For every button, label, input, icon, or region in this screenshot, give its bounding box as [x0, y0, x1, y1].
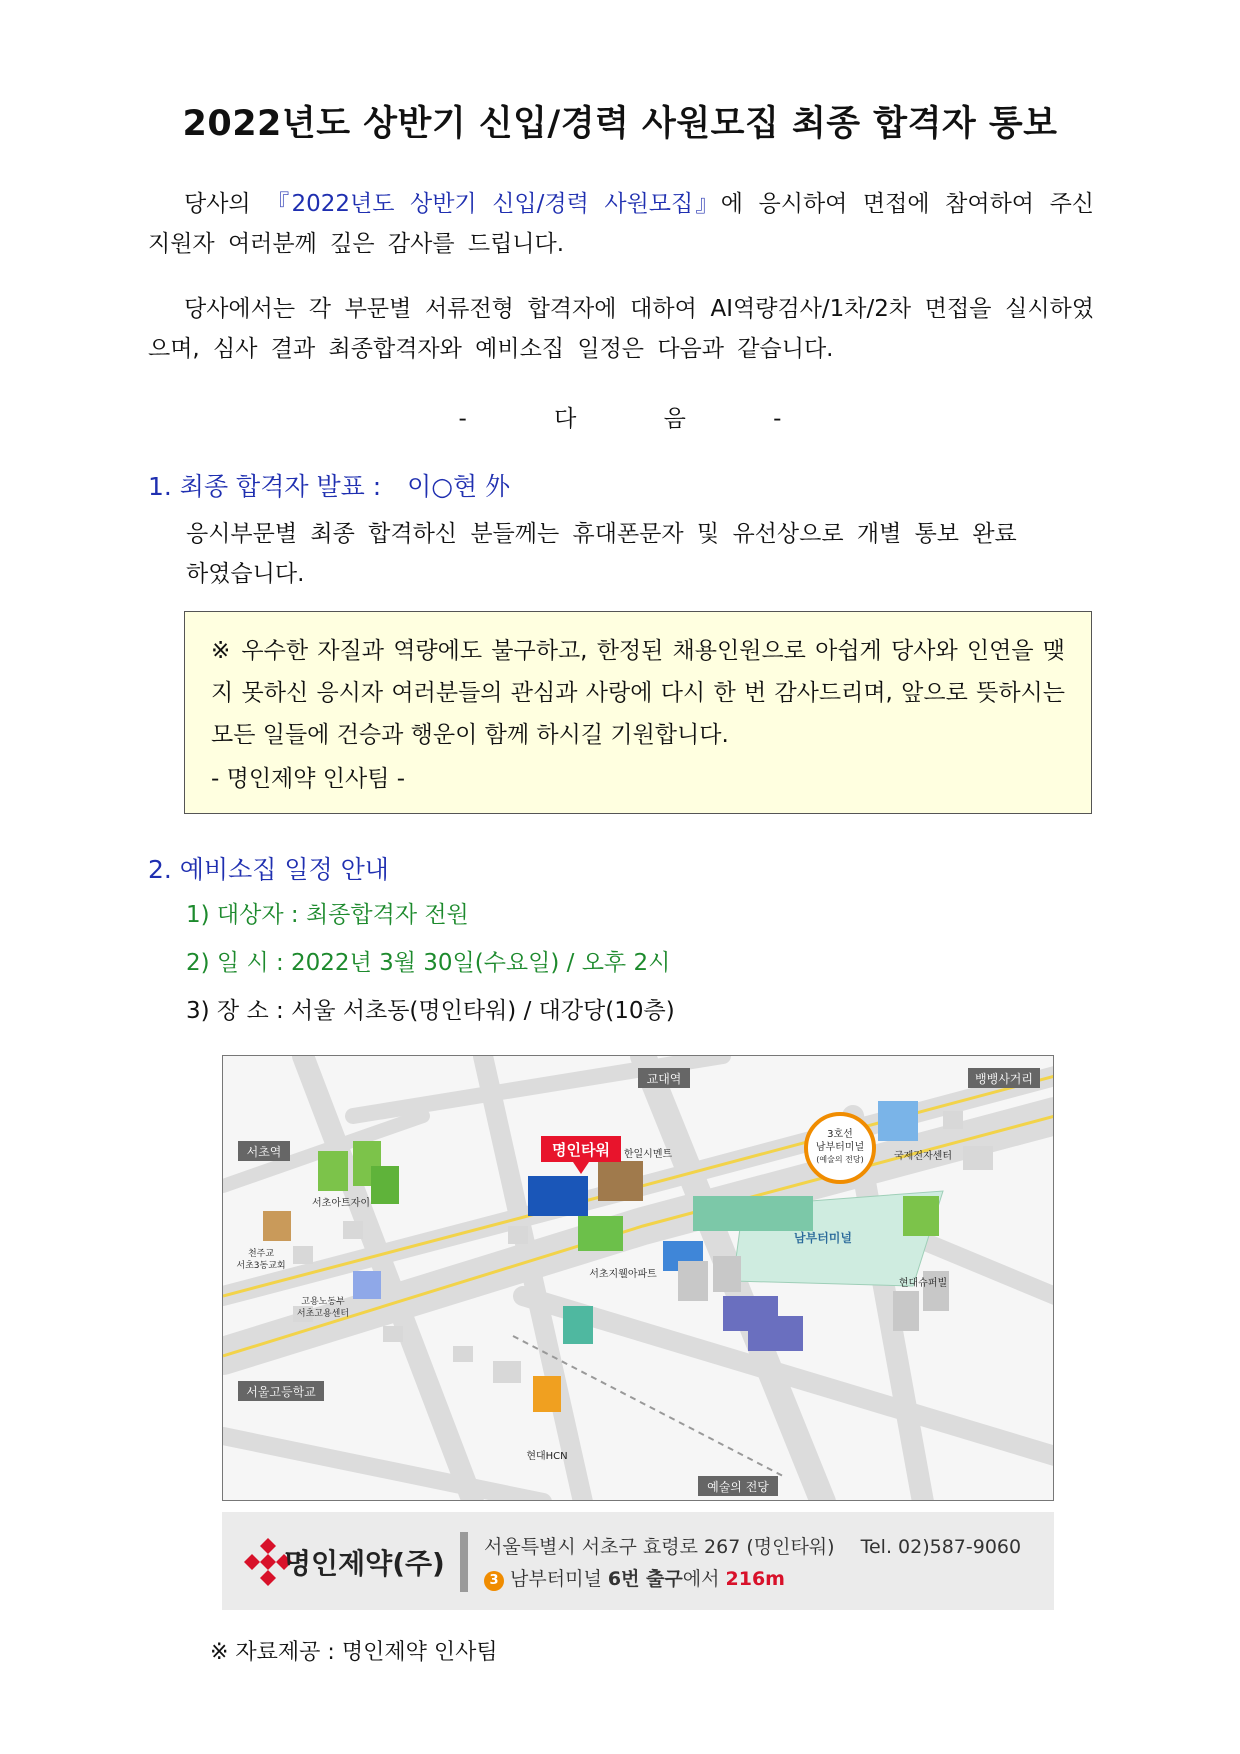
- section1-name: 이○현 外: [407, 472, 511, 501]
- map-tag-arts-center: [698, 1476, 778, 1496]
- map-label-tower: 명인타워: [552, 1141, 610, 1159]
- footer-dir-prefix: 남부터미널: [510, 1568, 608, 1590]
- map-tag-gyodae: [638, 1068, 690, 1088]
- section1-heading-text: 1. 최종 합격자 발표 :: [148, 472, 382, 501]
- map-drawing: [223, 1056, 1054, 1501]
- map-label-seoul-high: 서울고등학교: [246, 1385, 316, 1399]
- intro-highlight: 『2022년도 상반기 신입/경력 사원모집』: [266, 191, 721, 217]
- footer-dir-mid: 에서: [682, 1568, 726, 1590]
- location-map: [222, 1055, 1054, 1501]
- source-note: ※ 자료제공 : 명인제약 인사팀: [210, 1640, 498, 1665]
- footer-address: 서울특별시 서초구 효령로 267 (명인타워): [484, 1536, 835, 1558]
- section1-heading: [148, 467, 510, 503]
- line3-badge-icon: 3: [484, 1571, 504, 1591]
- map-label-hanil: 한일시멘트: [623, 1149, 673, 1160]
- footer-divider: [460, 1532, 468, 1592]
- notice-text: ※ 우수한 자질과 역량에도 불구하고, 한정된 채용인원으로 아쉽게 당사와 인연을 맺지 못하신 응시자 여러분들의 관심과 사랑에 다시 한 번 감사드리며, 앞으로 뜻하시는 모든 일들에 건승과 행운이 함께 하시길 기원합니다.: [211, 638, 1065, 748]
- intro-suffix: 에 응시하여 면접에 참여하여 주신 지원자 여러분께 깊은 감사를 드립니다.: [148, 191, 1095, 257]
- map-label-intl-elec: 국제전자센터: [894, 1151, 952, 1162]
- notice-box: [184, 611, 1092, 814]
- map-label-church2: 서초3동교회: [236, 1261, 286, 1271]
- intro-paragraph-2: 당사에서는 각 부문별 서류전형 합격자에 대하여 AI역량검사/1차/2차 면접을 실시하였으며, 심사 결과 최종합격자와 예비소집 일정은 다음과 같습니다.: [148, 296, 1094, 362]
- section1-body: 응시부문별 최종 합격하신 분들께는 휴대폰문자 및 유선상으로 개별 통보 완료 하였습니다.: [186, 521, 1017, 587]
- da-eum-heading: - 다 음 -: [458, 406, 782, 432]
- company-footer: [222, 1512, 1054, 1610]
- map-label-seocho-zealot: 서초지웰아파트: [589, 1269, 657, 1280]
- map-tag-seoul-high: [238, 1381, 324, 1401]
- notice-sign: - 명인제약 인사팀 -: [211, 766, 406, 792]
- map-label-seocho-stn: 서초역: [246, 1145, 282, 1159]
- map-label-nambu-terminal: 남부터미널: [794, 1231, 852, 1245]
- map-line3-station: [806, 1114, 874, 1182]
- map-label-gyodae: 교대역: [646, 1072, 682, 1086]
- map-label-hyundai-hcn: 현대HCN: [526, 1451, 568, 1462]
- intro-paragraph-1: [148, 184, 1094, 264]
- map-label-hyundai-super: 현대슈퍼빌: [898, 1278, 948, 1289]
- map-tag-bbaengbaeng: [968, 1068, 1040, 1088]
- footer-address-line: [484, 1532, 1021, 1559]
- map-tag-seocho-stn: [238, 1141, 290, 1161]
- map-label-labor1: 고용노동부: [301, 1297, 345, 1307]
- page-title: 2022년도 상반기 신입/경력 사원모집 최종 합격자 통보: [182, 104, 1058, 144]
- intro-prefix: 당사의: [184, 191, 267, 217]
- map-label-line3: 3호선: [827, 1129, 853, 1140]
- map-label-church1: 천주교: [247, 1249, 275, 1259]
- footer-dir-exit: 6번 출구: [607, 1568, 683, 1590]
- map-label-arts-short: (예술의 전당): [816, 1155, 864, 1164]
- schedule-item-place: 3) 장 소 : 서울 서초동(명인타워) / 대강당(10층): [186, 998, 675, 1024]
- map-label-labor2: 서초고용센터: [296, 1309, 350, 1319]
- map-label-arts-center: 예술의 전당: [707, 1480, 769, 1494]
- schedule-item-datetime: 2) 일 시 : 2022년 3월 30일(수요일) / 오후 2시: [186, 950, 671, 976]
- section2-heading: 2. 예비소집 일정 안내: [148, 855, 389, 884]
- map-label-nambu-short: 남부터미널: [815, 1142, 865, 1153]
- company-logo-text: 명인제약(주): [284, 1547, 445, 1580]
- map-label-seocho-art-xi: 서초아트자이: [312, 1198, 370, 1209]
- map-label-bbaengbaeng: 뱅뱅사거리: [975, 1072, 1033, 1086]
- footer-dir-dist: 216m: [725, 1568, 785, 1590]
- footer-direction: [484, 1564, 785, 1591]
- footer-tel: Tel. 02)587-9060: [860, 1536, 1022, 1558]
- schedule-item-target: 1) 대상자 : 최종합격자 전원: [186, 902, 469, 928]
